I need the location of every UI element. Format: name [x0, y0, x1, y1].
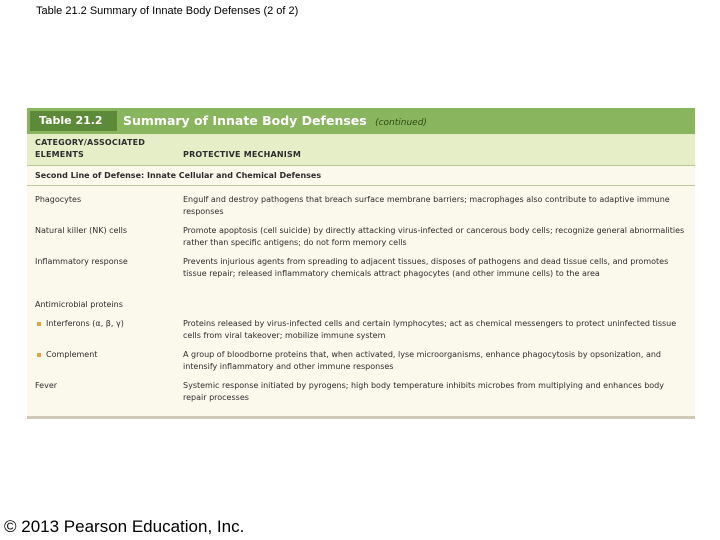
row-mechanism: A group of bloodborne proteins that, when activated, lyse microorganisms, enhance phagocytosis by opsonization, and intensify inflammatory and other immune responses: [183, 350, 661, 371]
row-mechanism: Systemic response initiated by pyrogens; high body temperature inhibits microbes from multiplying and enhances body repair processes: [183, 381, 664, 402]
column-header-category: [35, 137, 185, 161]
row-element: Antimicrobial proteins: [35, 300, 123, 309]
row-mechanism: Engulf and destroy pathogens that breach surface membrane barriers; macrophages also contribute to adaptive immune responses: [183, 195, 670, 216]
row-element-sub: Complement: [46, 349, 191, 361]
row-element: Inflammatory response: [35, 257, 128, 266]
table-header-bar: [27, 108, 695, 134]
row-element: Fever: [35, 381, 58, 390]
table-continued-label: (continued): [375, 118, 427, 128]
column-header-row: [27, 134, 695, 166]
row-mechanism: Prevents injurious agents from spreading to adjacent tissues, disposes of pathogens and dead tissue cells, and promotes tissue repair; released inflammatory chemicals attract phagocytes (and other immune cells) to the area: [183, 257, 669, 278]
table-caption-text: Summary of Innate Body Defenses: [123, 113, 367, 128]
column-header-category-line2: ELEMENTS: [35, 150, 84, 159]
row-element: Natural killer (NK) cells: [35, 226, 128, 235]
section-heading: Second Line of Defense: Innate Cellular and Chemical Defenses: [27, 166, 695, 186]
row-mechanism: Proteins released by virus-infected cells and certain lymphocytes; act as chemical messengers to protect uninfected tissue cells from viral takeover; mobilize immune system: [183, 319, 677, 340]
column-header-category-line1: CATEGORY/ASSOCIATED: [35, 138, 146, 147]
table-number-badge: Table 21.2: [30, 111, 117, 131]
copyright-notice: © 2013 Pearson Education, Inc.: [4, 517, 245, 536]
column-header-mechanism: PROTECTIVE MECHANISM: [183, 150, 302, 159]
table-caption: [117, 108, 427, 134]
row-mechanism: Promote apoptosis (cell suicide) by directly attacking virus-infected or cancerous body cells; recognize general abnormalities rather than specific antigens; do not form memory cells: [183, 226, 685, 247]
row-element-sub: Interferons (α, β, γ): [46, 318, 191, 330]
innate-defenses-table: [27, 108, 695, 419]
slide-title: Table 21.2 Summary of Innate Body Defenses (2 of 2): [36, 5, 299, 17]
row-element: Phagocytes: [35, 195, 82, 204]
